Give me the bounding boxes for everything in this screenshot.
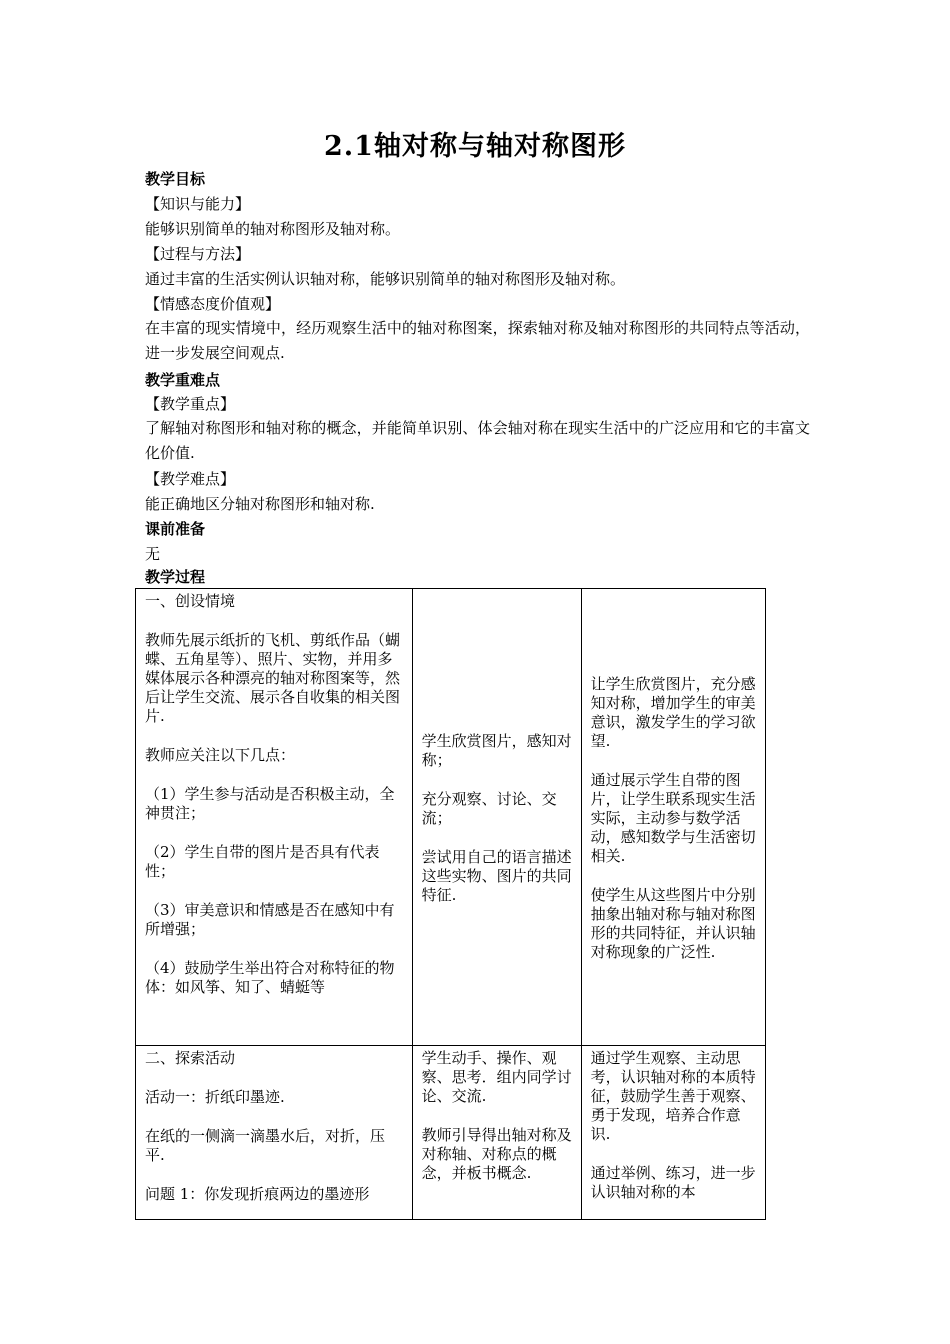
teacher-activity-cell [136,589,413,1046]
goals-heading: 教学目标 [145,170,206,188]
cell-paragraph: 充分观察、讨论、交流； [421,790,557,827]
difficulty-label: 【教学难点】 [145,470,236,488]
student-activity-cell [412,1046,581,1220]
cell-paragraph: 学生动手、操作、观察、思考．组内同学讨论、交流. [421,1049,572,1105]
student-activity-cell [412,589,581,1046]
emotion-text: 在丰富的现实情境中，经历观察生活中的轴对称图案，探索轴对称及轴对称图形的共同特点等活动，进一步发展空间观点. [145,319,810,362]
cell-paragraph: （4）鼓励学生举出符合对称特征的物体：如风筝、知了、蜻蜓等 [145,959,395,996]
knowledge-text: 能够识别简单的轴对称图形及轴对称。 [145,220,401,238]
difficulty-text: 能正确地区分轴对称图形和轴对称. [145,495,375,513]
page-title: 2.1轴对称与轴对称图形 [324,131,626,162]
design-intent-cell [581,589,765,1046]
cell-paragraph: 通过举例、练习，进一步认识轴对称的本 [590,1164,756,1201]
cell-paragraph: （3）审美意识和情感是否在感知中有所增强； [145,901,395,938]
key-label: 【教学重点】 [145,395,236,413]
lesson-process-table [135,588,766,1220]
cell-paragraph: 学生欣赏图片，感知对称； [421,732,572,769]
prep-text: 无 [145,545,161,563]
cell-paragraph: 二、探索活动 [145,1049,236,1067]
cell-paragraph: 活动一：折纸印墨迹. [145,1088,285,1106]
cell-paragraph: （2）学生自带的图片是否具有代表性； [145,843,380,880]
cell-paragraph: 一、创设情境 [145,592,236,610]
cell-paragraph: 教师应关注以下几点： [145,746,296,764]
teacher-activity-cell [136,1046,413,1220]
cell-paragraph: 使学生从这些图片中分别抽象出轴对称与轴对称图形的共同特征，并认识轴对称现象的广泛性. [590,886,756,961]
key-heading: 教学重难点 [145,371,221,389]
emotion-label: 【情感态度价值观】 [145,295,281,313]
cell-paragraph: 通过展示学生自带的图片，让学生联系现实生活实际，主动参与数学活动，感知数学与生活密切相关. [590,771,756,865]
table-row [136,589,766,1046]
knowledge-label: 【知识与能力】 [145,195,251,213]
cell-paragraph: （1）学生参与活动是否积极主动，全神贯注； [145,785,395,822]
cell-paragraph: 教师引导得出轴对称及对称轴、对称点的概念，并板书概念. [421,1126,572,1182]
cell-paragraph: 让学生欣赏图片，充分感知对称，增加学生的审美意识，激发学生的学习欲望. [590,675,756,750]
table-row [136,1046,766,1220]
process-label: 【过程与方法】 [145,245,251,263]
cell-paragraph: 尝试用自己的语言描述这些实物、图片的共同特征. [421,848,572,904]
cell-paragraph: 通过学生观察、主动思考，认识轴对称的本质特征，鼓励学生善于观察、勇于发现，培养合作意识. [590,1049,756,1143]
prep-heading: 课前准备 [145,520,206,538]
process-text: 通过丰富的生活实例认识轴对称，能够识别简单的轴对称图形及轴对称。 [145,270,626,288]
cell-paragraph: 在纸的一侧滴一滴墨水后，对折，压平. [145,1127,386,1164]
cell-paragraph: 问题 1：你发现折痕两边的墨迹形 [145,1185,370,1203]
process-heading: 教学过程 [145,568,206,586]
cell-paragraph: 教师先展示纸折的飞机、剪纸作品（蝴蝶、五角星等）、照片、实物，并用多媒体展示各种漂亮的轴对称图案等，然后让学生交流、展示各自收集的相关图片. [145,631,401,725]
design-intent-cell [581,1046,765,1220]
key-text: 了解轴对称图形和轴对称的概念，并能简单识别、体会轴对称在现实生活中的广泛应用和它的丰富文化价值. [145,419,810,462]
